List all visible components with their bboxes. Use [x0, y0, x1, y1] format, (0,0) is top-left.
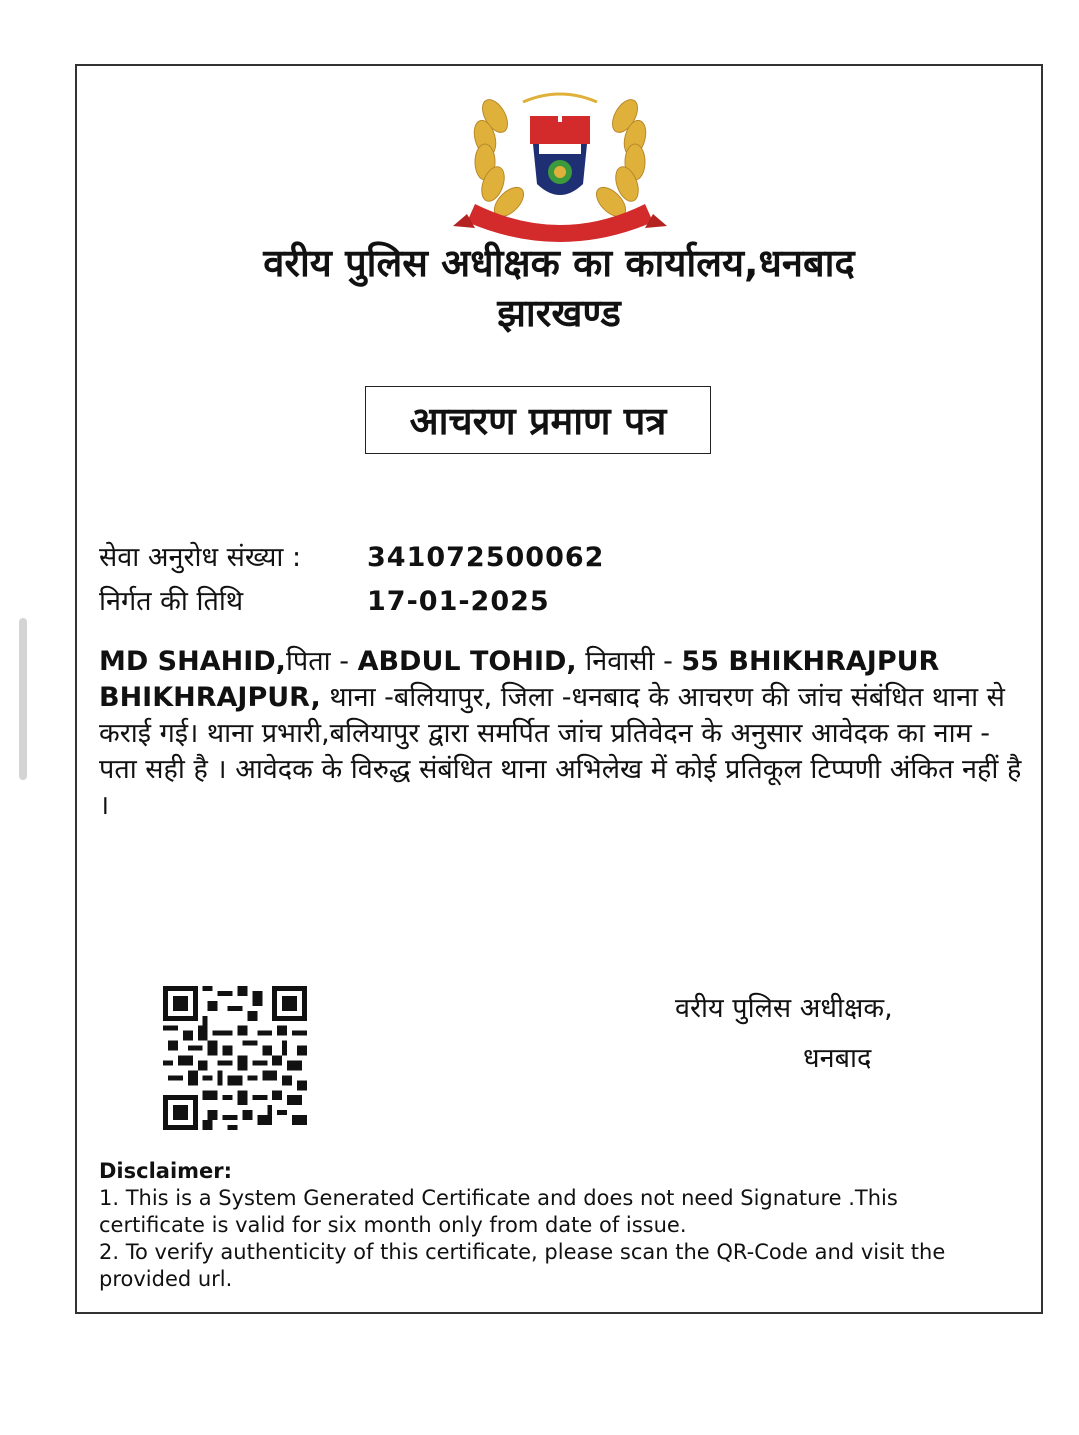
father-name: ABDUL TOHID,	[357, 646, 577, 677]
certificate-body	[99, 644, 1034, 824]
police-emblem	[435, 76, 685, 246]
certificate-title: आचरण प्रमाण पत्र	[365, 386, 711, 454]
issue-date-label: निर्गत की तिथि	[99, 586, 244, 617]
disclaimer	[99, 1158, 999, 1293]
verification-text: थाना -बलियापुर, जिला -धनबाद के आचरण की जांच संबंधित थाना से कराई गई। थाना प्रभारी,बलियापुर द्वारा समर्पित जांच प्रतिवेदन के अनुसार आवेदक का नाम - पता सही है । आवेदक के विरुद्ध संबंधित थाना अभिलेख में कोई प्रतिकूल टिप्पणी अंकित नहीं है ।	[99, 682, 1022, 821]
scroll-indicator[interactable]	[19, 618, 27, 780]
request-number-row	[99, 536, 604, 580]
applicant-name: MD SHAHID,	[99, 646, 286, 677]
disclaimer-point-2: 2. To verify authenticity of this certificate, please scan the QR-Code and visit the provided url.	[99, 1240, 946, 1291]
signatory-designation: वरीय पुलिस अधीक्षक,	[675, 993, 893, 1024]
signatory-location: धनबाद	[803, 1043, 872, 1074]
disclaimer-title: Disclaimer:	[99, 1159, 233, 1183]
residence-label: निवासी -	[576, 646, 682, 677]
qr-code[interactable]	[163, 986, 307, 1130]
request-number-value: 341072500062	[367, 542, 605, 573]
office-title-line1: वरीय पुलिस अधीक्षक का कार्यालय,धनबाद	[263, 241, 855, 285]
issue-date-row	[99, 580, 604, 624]
father-label: पिता -	[285, 646, 358, 677]
disclaimer-point-1: 1. This is a System Generated Certificate and does not need Signature .This certificate is valid for six month only from date of issue.	[99, 1186, 898, 1237]
signature-block	[675, 984, 893, 1084]
certificate	[75, 64, 1043, 1314]
request-number-label: सेवा अनुरोध संख्या :	[99, 542, 302, 573]
issue-date-value: 17-01-2025	[367, 586, 550, 617]
applicant-address: 55 BHIKHRAJPUR BHIKHRAJPUR,	[99, 646, 940, 713]
office-title	[77, 238, 1041, 338]
certificate-meta	[99, 536, 604, 624]
office-title-line2: झारखण्ड	[497, 291, 621, 335]
